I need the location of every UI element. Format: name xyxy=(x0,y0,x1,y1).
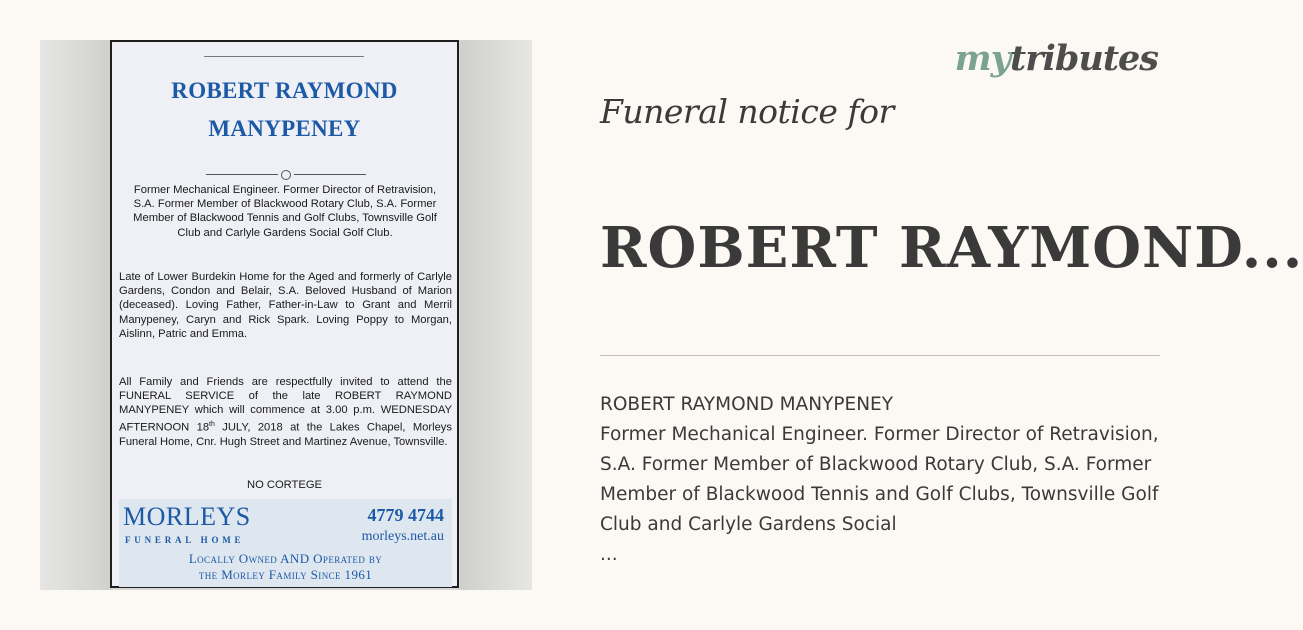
funeral-home-tagline: Locally Owned AND Operated by the Morley Family Since 1961 xyxy=(188,551,383,582)
notice-cortege: NO CORTEGE xyxy=(246,479,322,491)
image-edge-right xyxy=(460,40,532,590)
summary-ellipsis: ... xyxy=(600,544,618,565)
notice-name-line1: ROBERT RAYMOND xyxy=(171,78,398,103)
page-subtitle: Funeral notice for xyxy=(600,92,894,131)
funeral-home-subtitle: FUNERAL HOME xyxy=(125,535,245,545)
notice-page xyxy=(110,40,459,588)
funeral-home-logo: MORLEYS xyxy=(123,502,251,531)
notice-summary xyxy=(600,390,1160,570)
funeral-home-phone: 4779 4744 xyxy=(367,505,444,525)
notice-name-line2: MANYPENEY xyxy=(208,116,361,141)
page-title: ROBERT RAYMOND... xyxy=(600,215,1303,281)
ring-ornament-icon xyxy=(281,170,291,180)
top-rule xyxy=(204,56,364,57)
summary-body: Former Mechanical Engineer. Former Director of Retravision, S.A. Former Member of Blackwood Rotary Club, S.A. Former Member of Blackwood Tennis and Golf Clubs, Townsville Golf Club and Carlyle Gardens Social xyxy=(600,424,1159,535)
image-edge-left xyxy=(40,40,112,590)
funeral-notice-image[interactable] xyxy=(40,40,532,590)
summary-heading: ROBERT RAYMOND MANYPENEY xyxy=(600,394,894,415)
funeral-home-banner xyxy=(119,499,452,587)
funeral-home-website: morleys.net.au xyxy=(361,529,444,544)
notice-name xyxy=(112,72,457,148)
notice-career: Former Mechanical Engineer. Former Director of Retravision, S.A. Former Member of Blackwood Rotary Club, S.A. Former Member of Blackwood Tennis and Golf Clubs, Townsville Golf Club and Carlyle Gardens Social Golf Club. xyxy=(133,184,437,239)
ornament-divider xyxy=(206,170,366,180)
notice-family: Late of Lower Burdekin Home for the Aged and formerly of Carlyle Gardens, Condon and Belair, S.A. Beloved Husband of Marion (deceased). Loving Father, Father-in-Law to Grant and Merril Manypeney, Caryn and Rick Spark. Loving Poppy to Morgan, Aislinn, Patric and Emma. xyxy=(119,271,452,340)
mytributes-logo[interactable]: mytributes xyxy=(954,38,1158,79)
notice-service-details: All Family and Friends are respectfully invited to attend the FUNERAL SERVICE of the late ROBERT RAYMOND MANYPENEY which will commence at 3.00 p.m. WEDNESDAY AFTERNOON 18th JULY, 2018 at the Lakes Chapel, Morleys Funeral Home, Cnr. Hugh Street and Martinez Avenue, Townsville. xyxy=(119,376,452,448)
divider xyxy=(600,355,1160,356)
